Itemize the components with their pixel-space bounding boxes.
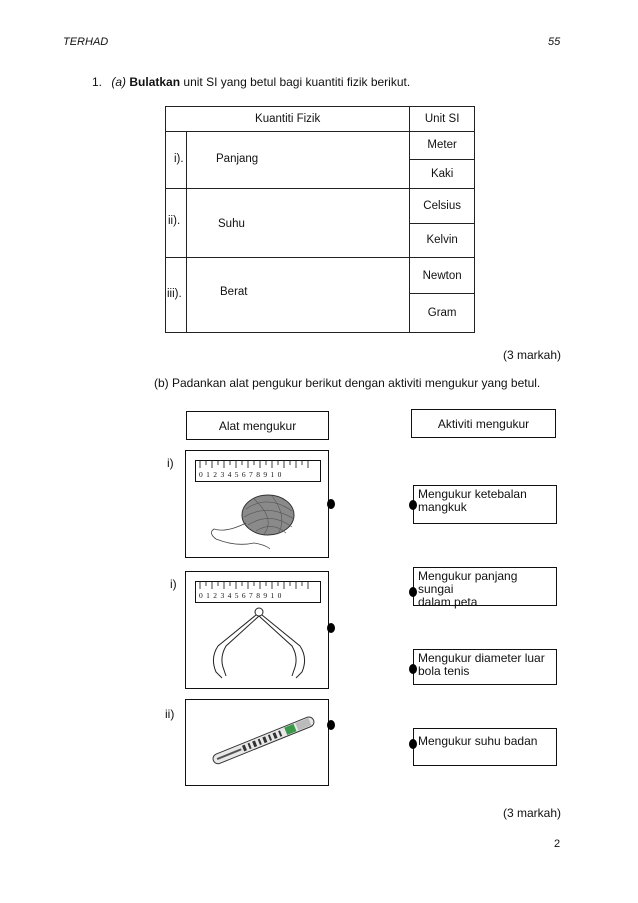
unit-option[interactable]: Celsius — [410, 188, 475, 223]
si-unit-table — [165, 106, 475, 333]
quantity-label: Berat — [220, 286, 248, 298]
activity-box — [413, 728, 557, 766]
instrument-column-header: Alat mengukur — [186, 411, 329, 440]
instrument-box-calipers — [185, 571, 329, 689]
ruler-numbers: 012345678910 — [199, 591, 285, 600]
activity-box — [413, 567, 557, 609]
activity-text: Mengukur suhu badan — [418, 734, 538, 748]
ruler-icon — [195, 581, 321, 603]
header-left: TERHAD — [63, 36, 109, 48]
activity-text: dalam peta — [418, 595, 478, 609]
activity-box — [413, 485, 557, 524]
yarn-ball-icon — [206, 489, 316, 555]
unit-option[interactable]: Gram — [410, 294, 475, 333]
question-text: unit SI yang betul bagi kuantiti fizik berikut. — [180, 75, 411, 89]
activity-box — [413, 649, 557, 685]
activity-text: Mengukur ketebalan — [418, 487, 527, 501]
unit-option[interactable]: Kelvin — [410, 223, 475, 258]
calipers-icon — [206, 606, 312, 684]
unit-option[interactable]: Meter — [410, 131, 475, 160]
match-dot-activity-4[interactable] — [409, 739, 417, 749]
instrument-number: ii) — [165, 707, 175, 721]
table-header-quantity: Kuantiti Fizik — [166, 107, 410, 132]
instrument-number: i) — [167, 456, 174, 470]
match-dot-activity-1[interactable] — [409, 500, 417, 510]
match-dot-instrument-3[interactable] — [327, 720, 335, 730]
match-dot-instrument-2[interactable] — [327, 623, 335, 633]
quantity-label: Suhu — [218, 218, 245, 230]
activity-text: Mengukur panjang sungai — [418, 569, 518, 596]
ruler-icon — [195, 460, 321, 482]
question-a — [92, 75, 410, 89]
row-number: ii). — [168, 215, 181, 227]
match-dot-instrument-1[interactable] — [327, 499, 335, 509]
match-dot-activity-2[interactable] — [409, 587, 417, 597]
match-dot-activity-3[interactable] — [409, 664, 417, 674]
thermometer-icon — [200, 714, 324, 770]
activity-column-header: Aktiviti mengukur — [411, 409, 556, 438]
activity-text: Mengukur diameter luar — [418, 651, 545, 665]
activity-text: bola tenis — [418, 664, 470, 678]
table-header-unit: Unit SI — [410, 107, 475, 132]
marks-b: (3 markah) — [503, 806, 562, 820]
unit-option[interactable]: Kaki — [410, 160, 475, 189]
instrument-box-yarn — [185, 450, 329, 558]
unit-option[interactable]: Newton — [410, 258, 475, 294]
row-number: iii). — [167, 288, 182, 300]
marks-a: (3 markah) — [503, 348, 562, 362]
row-number: i). — [174, 153, 184, 165]
question-number: 1. — [92, 75, 103, 89]
question-b: (b) Padankan alat pengukur berikut dengan aktiviti mengukur yang betul. — [154, 376, 541, 390]
page-number: 2 — [554, 838, 561, 850]
instrument-number: i) — [170, 577, 177, 591]
quantity-label: Panjang — [216, 153, 259, 165]
question-part: (a) — [111, 75, 127, 89]
ruler-numbers: 012345678910 — [199, 470, 285, 479]
header-right: 55 — [548, 36, 561, 48]
activity-text: mangkuk — [418, 500, 467, 514]
question-keyword: Bulatkan — [129, 75, 181, 89]
instrument-box-thermometer — [185, 699, 329, 786]
